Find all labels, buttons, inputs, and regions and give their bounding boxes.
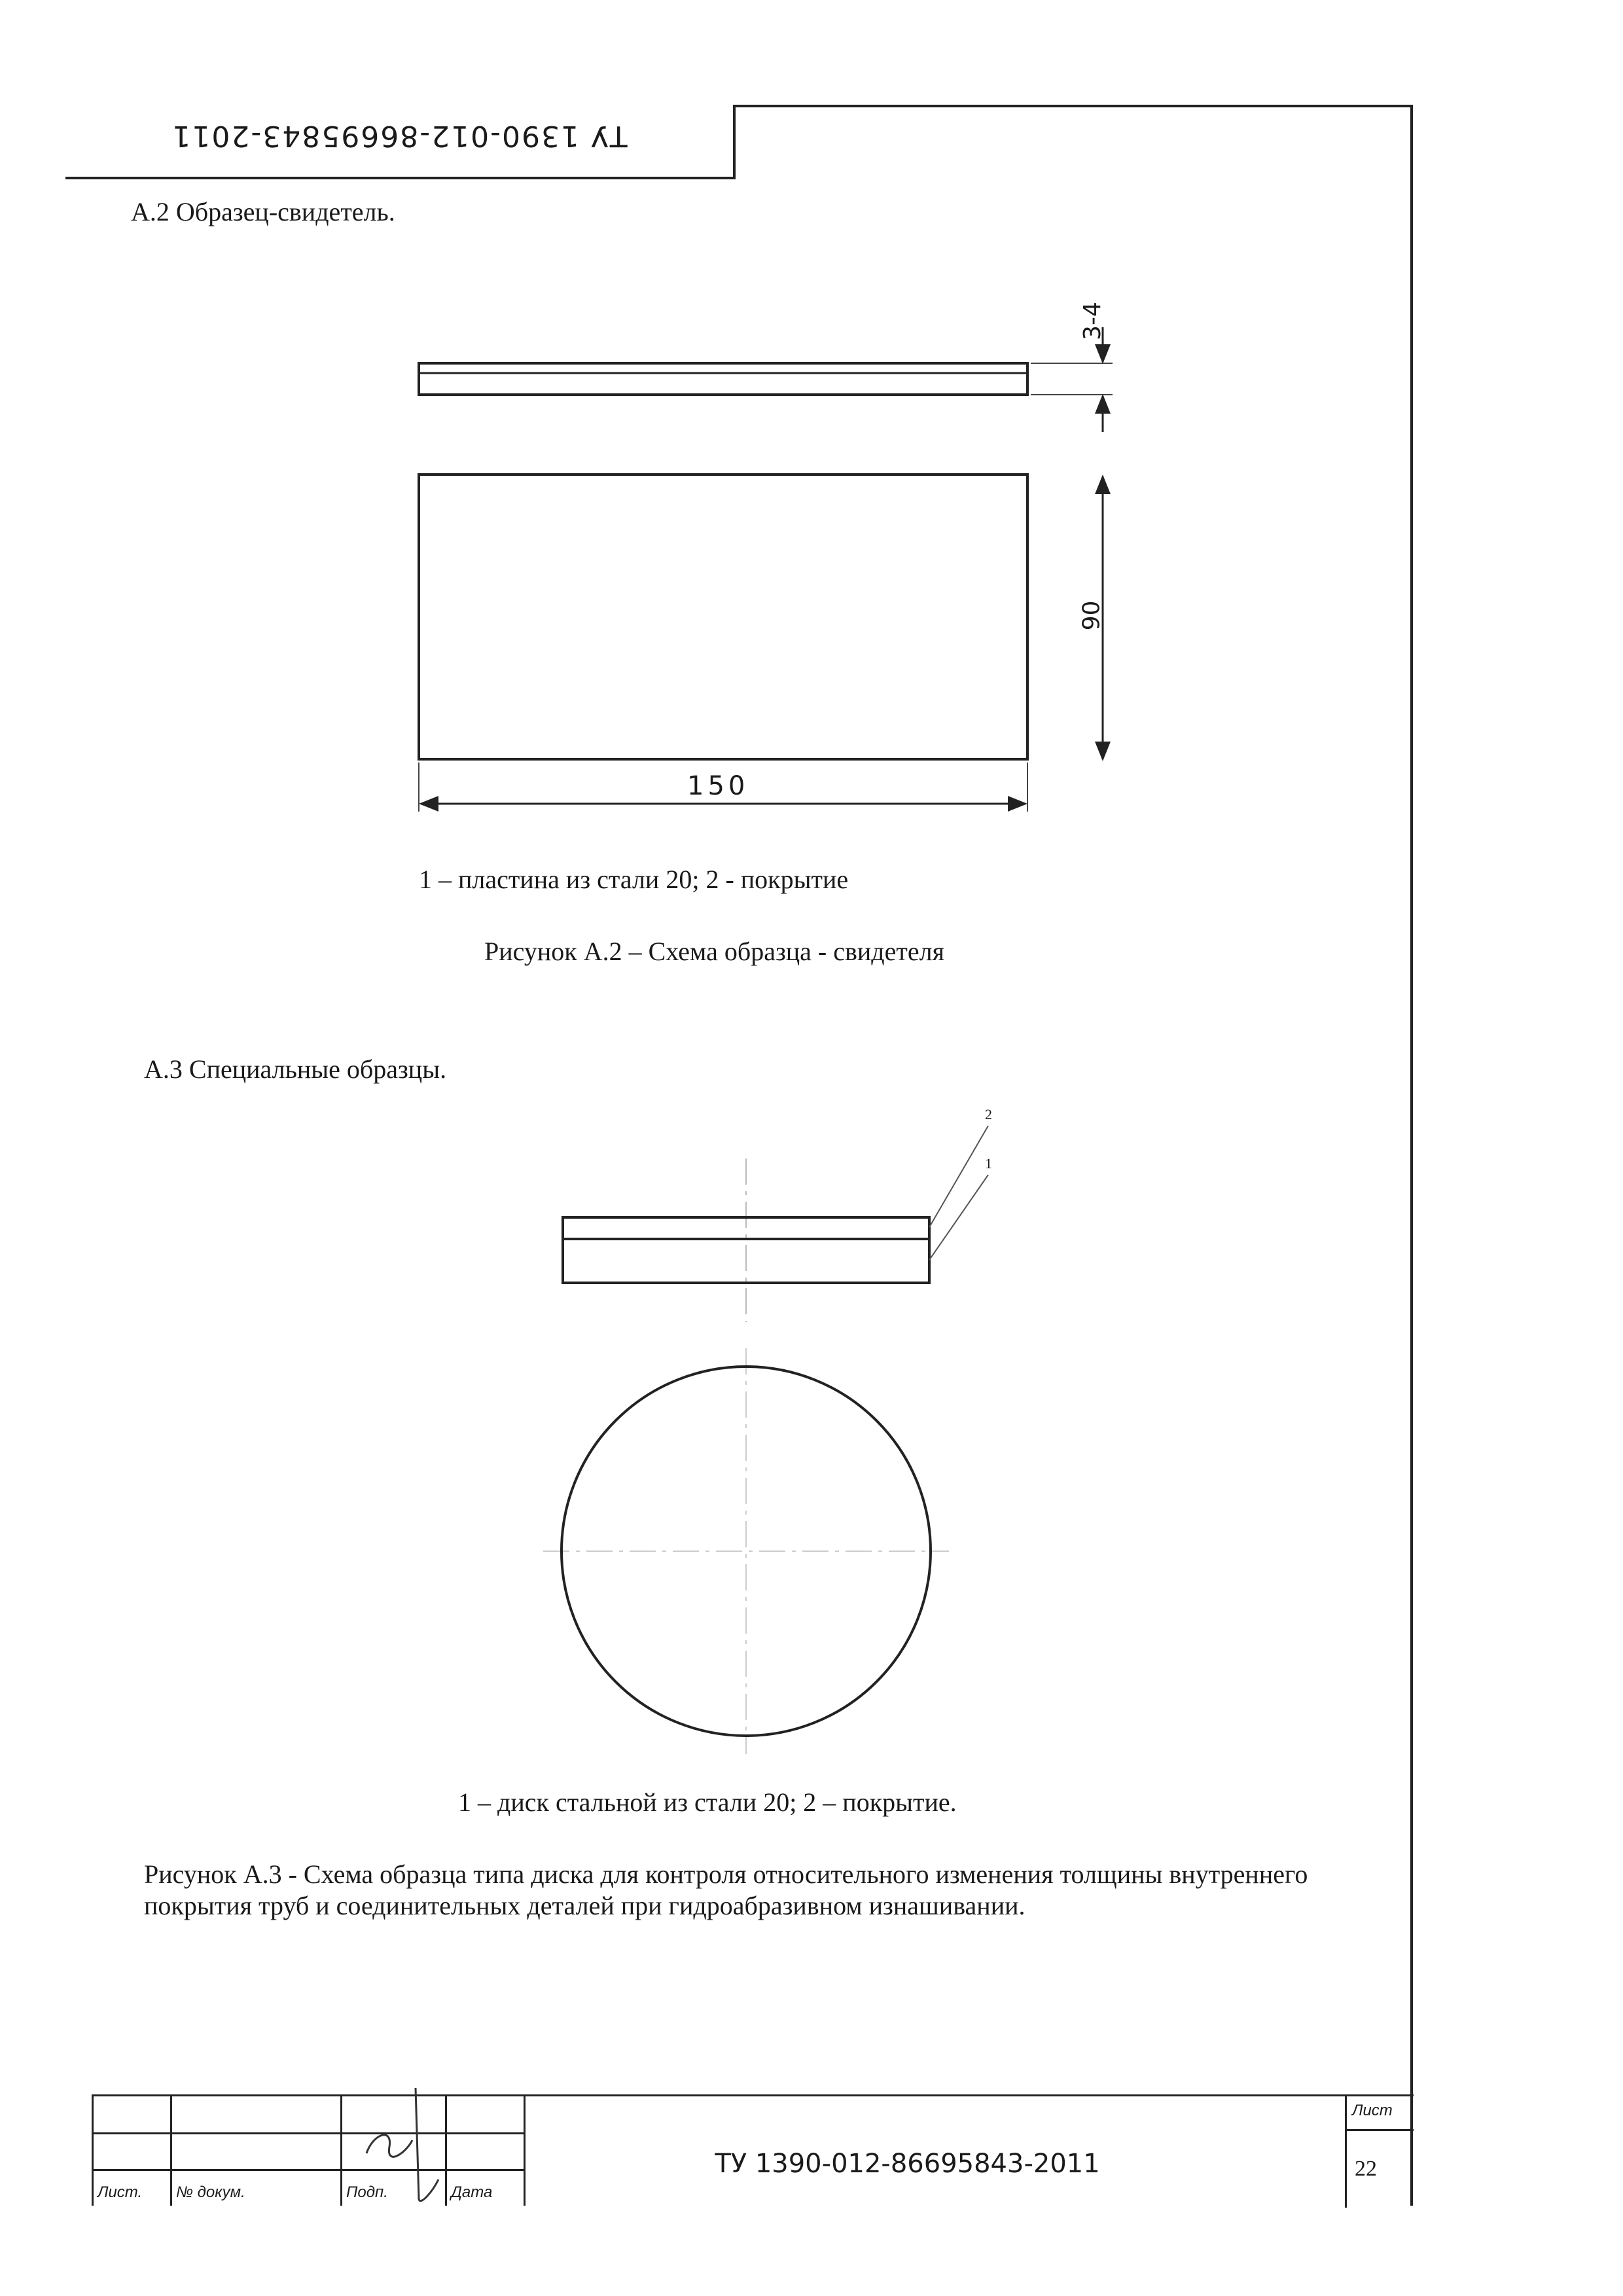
title-block-sheet-number: 22 [1355,2157,1377,2181]
leader-line-2 [929,1126,988,1227]
leader-line-1 [929,1175,988,1260]
title-block [92,2094,1414,2206]
figure-a2-caption: Рисунок А.2 – Схема образца - свидетеля [484,937,944,966]
title-block-col-sheet: Лист. [98,2183,143,2201]
title-block-grid [92,2094,524,2206]
section-a3-title: А.3 Специальные образцы. [144,1054,447,1084]
dimension-label-width: 150 [687,771,749,801]
title-block-doc-code: ТУ 1390-012-86695843-2011 [715,2149,1100,2179]
dimension-label-height: 90 [1078,600,1105,631]
dimension-label-thickness: 3-4 [1079,302,1106,340]
title-block-col-date: Дата [451,2183,493,2201]
callout-label-1: 1 [985,1155,992,1172]
figure-a3-caption: Рисунок А.3 - Схема образца типа диска для контроля относительного изменения толщины внутреннего покрытия труб и соединительных деталей при гидроабразивном изнашивании. [144,1859,1308,1920]
figure-a3-legend: 1 – диск стальной из стали 20; 2 – покрытие. [458,1787,957,1817]
title-block-col-doc-no: № докум. [176,2183,245,2201]
figure-a2-legend: 1 – пластина из стали 20; 2 - покрытие [419,865,849,894]
specimen-plate-top-view [419,475,1027,759]
specimen-plate-side-view [419,363,1027,395]
section-a2-title: А.2 Образец-свидетель. [131,197,395,226]
title-block-col-sign: Подп. [346,2183,388,2201]
title-block-sheet-label: Лист [1352,2102,1393,2119]
disk-side-view [563,1126,988,1322]
title-block-title-area [524,2094,1414,2206]
document-code-mirrored: ТУ 1390-012-86695843-2011 [171,119,628,152]
callout-label-2: 2 [985,1106,992,1122]
disk-top-view [543,1348,949,1754]
thickness-dimension [1031,327,1113,432]
handwritten-signature [353,2075,445,2206]
title-block-sheet-box [1345,2096,1414,2208]
